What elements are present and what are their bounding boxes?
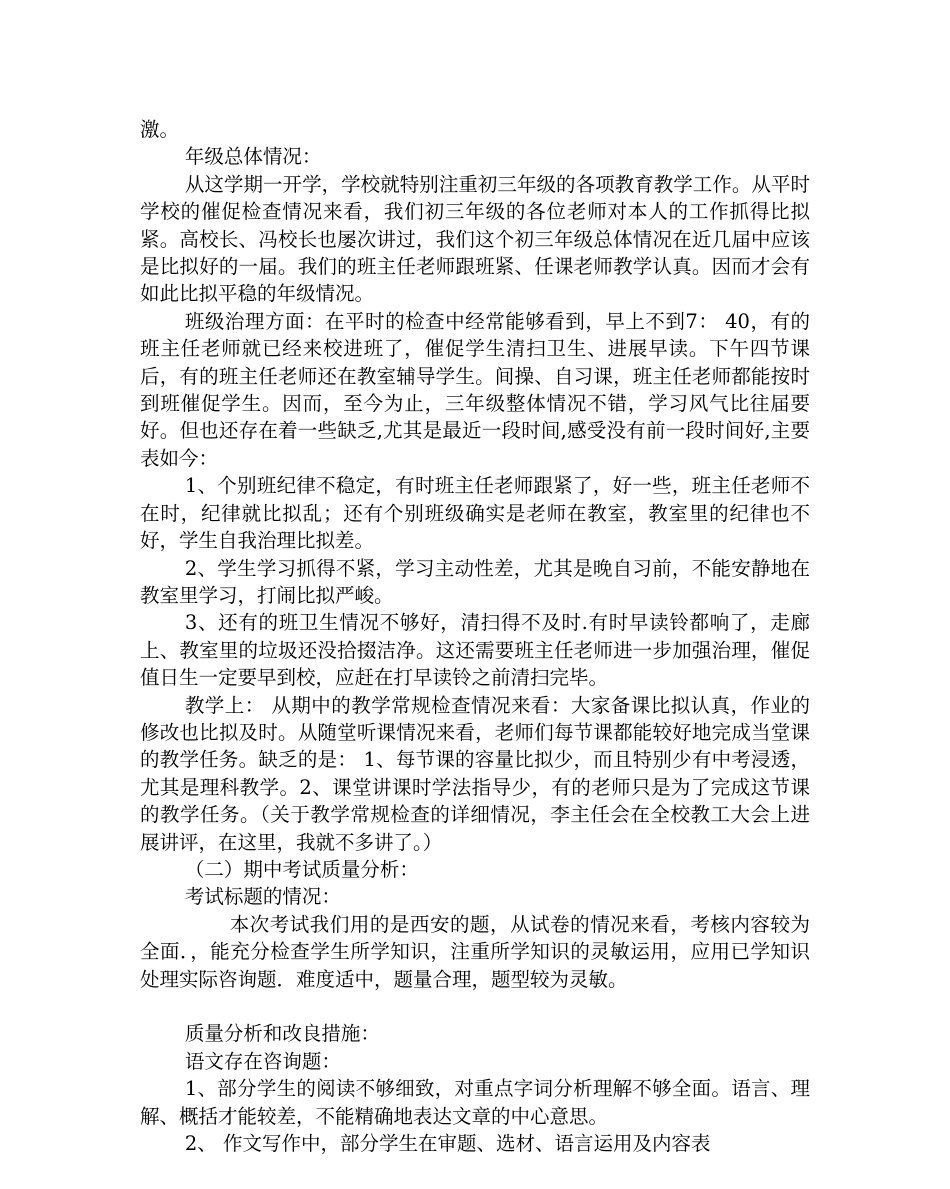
heading-quality-analysis: 质量分析和改良措施： bbox=[184, 1022, 380, 1046]
heading-chinese-problems: 语文存在咨询题： bbox=[184, 1049, 341, 1073]
list-item-discipline: 1、个别班纪律不稳定，有时班主任老师跟紧了，好一些，班主任老师不在时，纪律就比拟乱；还有个别班级确实是老师在教室，教室里的纪律也不好，学生自我治理比拟差。 bbox=[140, 474, 810, 553]
section-heading-midterm-analysis: （二）期中考试质量分析： bbox=[184, 857, 419, 881]
list-item-hygiene: 3、还有的班卫生情况不够好，清扫得不及时.有时早读铃都响了，走廊上、教室里的垃圾还没拾掇洁净。这还需要班主任老师进一步加强治理，催促值日生一定要早到校，应赶在打早读铃之前清扫完毕。 bbox=[140, 611, 810, 690]
paragraph-continuation: 激。 bbox=[140, 118, 180, 141]
document-page bbox=[140, 116, 810, 1157]
heading-exam-questions: 考试标题的情况： bbox=[184, 885, 341, 909]
heading-grade-overview: 年级总体情况： bbox=[184, 145, 322, 169]
paragraph-grade-overview: 从这学期一开学，学校就特别注重初三年级的各项教育教学工作。从平时学校的催促检查情况来看，我们初三年级的各位老师对本人的工作抓得比拟紧。高校长、冯校长也屡次讲过，我们这个初三年级总体情况在近几届中应该是比拟好的一届。我们的班主任老师跟班紧、任课老师教学认真。因而才会有如此比拟平稳的年级情况。 bbox=[140, 172, 810, 306]
paragraph-class-management: 班级治理方面：在平时的检查中经常能够看到，早上不到7： 40，有的班主任老师就已经来校进班了，催促学生清扫卫生、进展早读。下午四节课后，有的班主任老师还在教室辅导学生。间操、自习课，班主任老师都能按时到班催促学生。因而，至今为止，三年级整体情况不错，学习风气比往届要好。但也还存在着一些缺乏,尤其是最近一段时间,感受没有前一段时间好,主要表如今： bbox=[140, 309, 810, 470]
list-item-reading: 1、部分学生的阅读不够细致，对重点字词分析理解不够全面。语言、理解、概括才能较差，不能精确地表达文章的中心意思。 bbox=[140, 1077, 810, 1128]
paragraph-exam-questions: 本次考试我们用的是西安的题，从试卷的情况来看，考核内容较为全面．，能充分检查学生所学知识，注重所学知识的灵敏运用，应用已学知识处理实际咨询题．难度适中，题量合理，题型较为灵敏。 bbox=[140, 912, 810, 991]
list-item-writing: 2、 作文写作中，部分学生在审题、选材、语言运用及内容表 bbox=[184, 1132, 711, 1156]
list-item-study: 2、学生学习抓得不紧，学习主动性差，尤其是晚自习前，不能安静地在教室里学习，打闹比拟严峻。 bbox=[140, 556, 810, 607]
blank-line bbox=[140, 993, 810, 1020]
paragraph-teaching: 教学上： 从期中的教学常规检查情况来看：大家备课比拟认真，作业的修改也比拟及时。从随堂听课情况来看，老师们每节课都能较好地完成当堂课的教学任务。缺乏的是： 1、每节课的容量比拟少，而且特别少有中考浸透，尤其是理科教学。2、课堂讲课时学法指导少，有的老师只是为了完成这节课的教学任务。（关于教学常规检查的详细情况，李主任会在全校教工大会上进展讲评，在这里，我就不多讲了。） bbox=[140, 693, 810, 854]
